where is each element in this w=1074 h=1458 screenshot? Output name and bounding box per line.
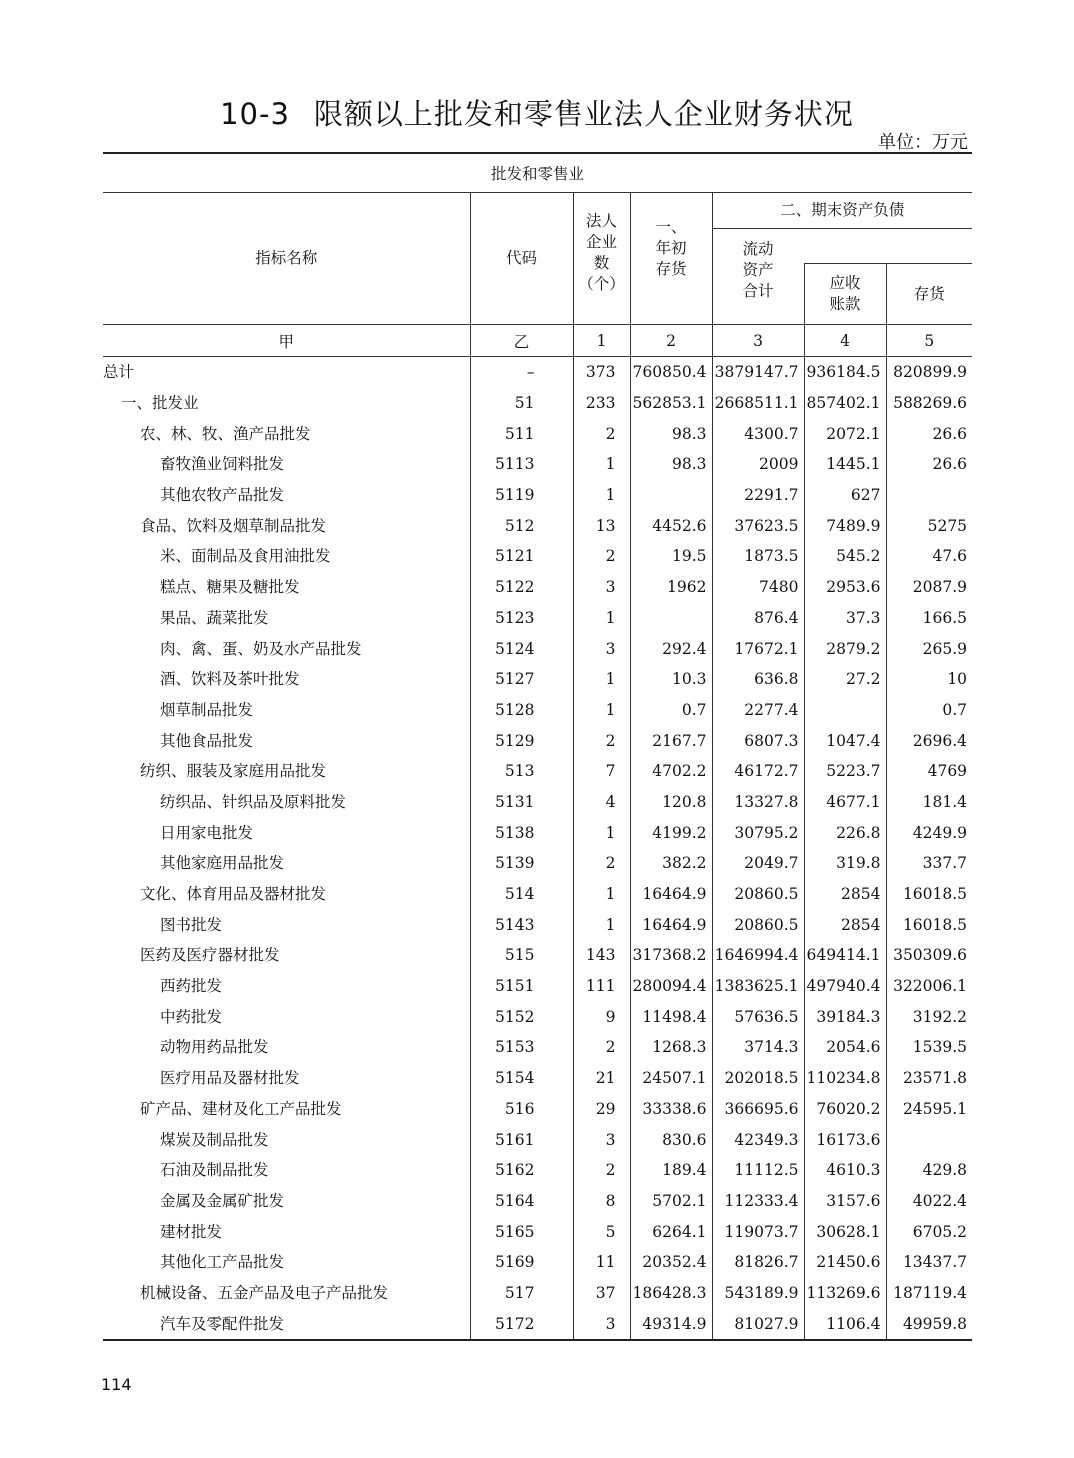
cell-code: 5124 bbox=[470, 633, 573, 664]
cell-v3: 20860.5 bbox=[712, 879, 804, 910]
cell-v2: 562853.1 bbox=[630, 388, 712, 419]
cell-code: 512 bbox=[470, 510, 573, 541]
table-number: 10-3 bbox=[220, 97, 290, 131]
cell-v3: 1383625.1 bbox=[712, 971, 804, 1002]
cell-count: 1 bbox=[573, 664, 630, 695]
cell-v4: 39184.3 bbox=[804, 1001, 886, 1032]
cell-v5: 24595.1 bbox=[886, 1094, 972, 1125]
cell-v4: 2953.6 bbox=[804, 572, 886, 603]
row-label: 图书批发 bbox=[160, 915, 223, 934]
cell-code: 5143 bbox=[470, 909, 573, 940]
cell-code: 5139 bbox=[470, 848, 573, 879]
cell-v2 bbox=[630, 480, 712, 511]
cell-count: 3 bbox=[573, 633, 630, 664]
cell-v4: 5223.7 bbox=[804, 756, 886, 787]
table-row bbox=[103, 756, 972, 787]
table-row bbox=[103, 1247, 972, 1278]
row-label: 动物用药品批发 bbox=[160, 1038, 269, 1057]
cell-v2: 280094.4 bbox=[630, 971, 712, 1002]
cell-v4: 16173.6 bbox=[804, 1124, 886, 1155]
colnum-0: 甲 bbox=[103, 325, 470, 357]
cell-count: 2 bbox=[573, 541, 630, 572]
header-subgroup-spacer bbox=[804, 229, 972, 264]
table-row bbox=[103, 1155, 972, 1186]
cell-count: 2 bbox=[573, 1155, 630, 1186]
cell-v4: 2072.1 bbox=[804, 418, 886, 449]
header-current-assets bbox=[712, 229, 804, 325]
cell-v4: 27.2 bbox=[804, 664, 886, 695]
cell-code: 5127 bbox=[470, 664, 573, 695]
cell-v5: 26.6 bbox=[886, 418, 972, 449]
cell-count: 3 bbox=[573, 1308, 630, 1340]
table-row bbox=[103, 449, 972, 480]
cell-code: – bbox=[470, 357, 573, 388]
cell-v5: 4769 bbox=[886, 756, 972, 787]
cell-v2 bbox=[630, 603, 712, 634]
cell-v2: 189.4 bbox=[630, 1155, 712, 1186]
cell-v4: 3157.6 bbox=[804, 1186, 886, 1217]
cell-v3: 2277.4 bbox=[712, 695, 804, 726]
cell-v5: 322006.1 bbox=[886, 971, 972, 1002]
cell-count: 3 bbox=[573, 1124, 630, 1155]
row-label: 西药批发 bbox=[160, 977, 223, 996]
cell-v3: 17672.1 bbox=[712, 633, 804, 664]
header-balance-group: 二、期末资产负债 bbox=[712, 193, 972, 229]
cell-v2: 6264.1 bbox=[630, 1216, 712, 1247]
cell-v2: 10.3 bbox=[630, 664, 712, 695]
cell-count: 143 bbox=[573, 940, 630, 971]
table-row bbox=[103, 1032, 972, 1063]
table-row bbox=[103, 1216, 972, 1247]
cell-v4: 1047.4 bbox=[804, 725, 886, 756]
cell-code: 5152 bbox=[470, 1001, 573, 1032]
cell-v5: 429.8 bbox=[886, 1155, 972, 1186]
cell-count: 3 bbox=[573, 572, 630, 603]
table-row bbox=[103, 1124, 972, 1155]
table-row bbox=[103, 1001, 972, 1032]
header-receivables-text: 应收 账款 bbox=[829, 274, 861, 313]
row-label: 日用家电批发 bbox=[160, 823, 254, 842]
cell-v5: 16018.5 bbox=[886, 879, 972, 910]
header-receivables bbox=[804, 264, 886, 325]
table-row bbox=[103, 1308, 972, 1340]
cell-v2: 11498.4 bbox=[630, 1001, 712, 1032]
cell-v5 bbox=[886, 1124, 972, 1155]
row-label: 其他化工产品批发 bbox=[160, 1253, 285, 1272]
unit-label: 单位：万元 bbox=[878, 132, 968, 153]
cell-count: 2 bbox=[573, 725, 630, 756]
cell-v4: 76020.2 bbox=[804, 1094, 886, 1125]
colnum-4: 3 bbox=[712, 325, 804, 357]
cell-code: 5162 bbox=[470, 1155, 573, 1186]
cell-v4: 37.3 bbox=[804, 603, 886, 634]
cell-v2: 24507.1 bbox=[630, 1063, 712, 1094]
table-row bbox=[103, 633, 972, 664]
cell-code: 516 bbox=[470, 1094, 573, 1125]
table-row bbox=[103, 664, 972, 695]
cell-code: 5169 bbox=[470, 1247, 573, 1278]
cell-count: 2 bbox=[573, 848, 630, 879]
cell-count: 4 bbox=[573, 787, 630, 818]
cell-code: 5122 bbox=[470, 572, 573, 603]
cell-code: 5172 bbox=[470, 1308, 573, 1340]
cell-v4: 1106.4 bbox=[804, 1308, 886, 1340]
table-row bbox=[103, 480, 972, 511]
cell-v3: 543189.9 bbox=[712, 1278, 804, 1309]
table-row bbox=[103, 817, 972, 848]
cell-v3: 46172.7 bbox=[712, 756, 804, 787]
cell-v3: 2291.7 bbox=[712, 480, 804, 511]
cell-v5: 350309.6 bbox=[886, 940, 972, 971]
table-row bbox=[103, 357, 972, 388]
cell-v3: 3714.3 bbox=[712, 1032, 804, 1063]
cell-v2: 186428.3 bbox=[630, 1278, 712, 1309]
row-label: 食品、饮料及烟草制品批发 bbox=[140, 516, 327, 535]
table-row bbox=[103, 695, 972, 726]
cell-v2: 292.4 bbox=[630, 633, 712, 664]
cell-v2: 382.2 bbox=[630, 848, 712, 879]
row-label: 煤炭及制品批发 bbox=[160, 1130, 269, 1149]
cell-v3: 2049.7 bbox=[712, 848, 804, 879]
row-label: 医疗用品及器材批发 bbox=[160, 1069, 300, 1088]
table-row bbox=[103, 879, 972, 910]
cell-v4: 545.2 bbox=[804, 541, 886, 572]
table-row bbox=[103, 940, 972, 971]
page-title bbox=[0, 92, 1074, 133]
table-row bbox=[103, 725, 972, 756]
table-row bbox=[103, 787, 972, 818]
table-row bbox=[103, 1186, 972, 1217]
cell-code: 513 bbox=[470, 756, 573, 787]
cell-v5: 23571.8 bbox=[886, 1063, 972, 1094]
table-row bbox=[103, 510, 972, 541]
cell-v5: 47.6 bbox=[886, 541, 972, 572]
cell-code: 5154 bbox=[470, 1063, 573, 1094]
cell-v2: 830.6 bbox=[630, 1124, 712, 1155]
cell-v3: 11112.5 bbox=[712, 1155, 804, 1186]
cell-v4: 30628.1 bbox=[804, 1216, 886, 1247]
row-label: 石油及制品批发 bbox=[160, 1161, 269, 1180]
cell-count: 1 bbox=[573, 909, 630, 940]
row-label: 机械设备、五金产品及电子产品批发 bbox=[140, 1283, 389, 1302]
cell-v2: 4702.2 bbox=[630, 756, 712, 787]
cell-code: 5164 bbox=[470, 1186, 573, 1217]
cell-v2: 98.3 bbox=[630, 449, 712, 480]
row-label: 纺织、服装及家庭用品批发 bbox=[140, 762, 327, 781]
cell-v3: 57636.5 bbox=[712, 1001, 804, 1032]
row-label: 果品、蔬菜批发 bbox=[160, 608, 269, 627]
cell-v4: 2854 bbox=[804, 909, 886, 940]
cell-v3: 876.4 bbox=[712, 603, 804, 634]
cell-v3: 7480 bbox=[712, 572, 804, 603]
header-inventory: 存货 bbox=[886, 264, 972, 325]
row-label: 其他食品批发 bbox=[160, 731, 254, 750]
colnum-1: 乙 bbox=[470, 325, 573, 357]
row-label: 一、批发业 bbox=[121, 394, 199, 413]
cell-v2: 4199.2 bbox=[630, 817, 712, 848]
cell-v2: 98.3 bbox=[630, 418, 712, 449]
cell-code: 517 bbox=[470, 1278, 573, 1309]
financial-table bbox=[103, 152, 972, 1341]
row-label: 汽车及零配件批发 bbox=[103, 1308, 470, 1340]
cell-count: 11 bbox=[573, 1247, 630, 1278]
colnum-2: 1 bbox=[573, 325, 630, 357]
cell-count: 7 bbox=[573, 756, 630, 787]
cell-count: 8 bbox=[573, 1186, 630, 1217]
cell-count: 1 bbox=[573, 480, 630, 511]
table-row bbox=[103, 1278, 972, 1309]
cell-v2: 19.5 bbox=[630, 541, 712, 572]
group-header: 批发和零售业 bbox=[103, 153, 972, 193]
row-label: 米、面制品及食用油批发 bbox=[160, 547, 331, 566]
header-count-text: 法人 企业 数 （个） bbox=[578, 211, 625, 293]
cell-v5: 5275 bbox=[886, 510, 972, 541]
cell-v5: 16018.5 bbox=[886, 909, 972, 940]
cell-v4: 4677.1 bbox=[804, 787, 886, 818]
cell-v3: 202018.5 bbox=[712, 1063, 804, 1094]
row-label: 糕点、糖果及糖批发 bbox=[160, 578, 300, 597]
cell-count: 13 bbox=[573, 510, 630, 541]
cell-v2: 0.7 bbox=[630, 695, 712, 726]
cell-v4: 4610.3 bbox=[804, 1155, 886, 1186]
cell-code: 5121 bbox=[470, 541, 573, 572]
cell-v3: 4300.7 bbox=[712, 418, 804, 449]
row-label: 纺织品、针织品及原料批发 bbox=[160, 792, 347, 811]
cell-code: 5161 bbox=[470, 1124, 573, 1155]
table-row bbox=[103, 418, 972, 449]
cell-count: 1 bbox=[573, 817, 630, 848]
cell-v3: 2668511.1 bbox=[712, 388, 804, 419]
cell-v2: 49314.9 bbox=[630, 1308, 712, 1340]
header-inventory-begin-text: 一、 年初 存货 bbox=[655, 218, 687, 278]
cell-count: 2 bbox=[573, 1032, 630, 1063]
cell-count: 9 bbox=[573, 1001, 630, 1032]
cell-v3: 37623.5 bbox=[712, 510, 804, 541]
cell-code: 5119 bbox=[470, 480, 573, 511]
row-label: 农、林、牧、渔产品批发 bbox=[140, 424, 311, 443]
row-label: 其他农牧产品批发 bbox=[160, 486, 285, 505]
cell-v2: 760850.4 bbox=[630, 357, 712, 388]
cell-v3: 20860.5 bbox=[712, 909, 804, 940]
cell-v4: 319.8 bbox=[804, 848, 886, 879]
table-row bbox=[103, 1094, 972, 1125]
table-body bbox=[103, 357, 972, 1341]
colnum-6: 5 bbox=[886, 325, 972, 357]
cell-v5: 588269.6 bbox=[886, 388, 972, 419]
row-label: 文化、体育用品及器材批发 bbox=[140, 885, 327, 904]
cell-code: 515 bbox=[470, 940, 573, 971]
cell-v5: 187119.4 bbox=[886, 1278, 972, 1309]
row-label: 中药批发 bbox=[160, 1007, 223, 1026]
cell-v3: 42349.3 bbox=[712, 1124, 804, 1155]
cell-v5: 181.4 bbox=[886, 787, 972, 818]
cell-count: 2 bbox=[573, 418, 630, 449]
cell-code: 5113 bbox=[470, 449, 573, 480]
page-number: 114 bbox=[101, 1375, 132, 1394]
cell-code: 514 bbox=[470, 879, 573, 910]
cell-code: 5123 bbox=[470, 603, 573, 634]
cell-code: 5138 bbox=[470, 817, 573, 848]
row-label: 肉、禽、蛋、奶及水产品批发 bbox=[160, 639, 362, 658]
cell-v2: 5702.1 bbox=[630, 1186, 712, 1217]
table-row bbox=[103, 572, 972, 603]
cell-code: 511 bbox=[470, 418, 573, 449]
cell-v3: 6807.3 bbox=[712, 725, 804, 756]
cell-v4: 857402.1 bbox=[804, 388, 886, 419]
row-label: 金属及金属矿批发 bbox=[160, 1191, 285, 1210]
cell-v5: 2087.9 bbox=[886, 572, 972, 603]
cell-count: 373 bbox=[573, 357, 630, 388]
cell-v4: 21450.6 bbox=[804, 1247, 886, 1278]
cell-v5: 3192.2 bbox=[886, 1001, 972, 1032]
cell-count: 1 bbox=[573, 879, 630, 910]
cell-v3: 3879147.7 bbox=[712, 357, 804, 388]
cell-v4: 936184.5 bbox=[804, 357, 886, 388]
table-row bbox=[103, 909, 972, 940]
cell-v4: 497940.4 bbox=[804, 971, 886, 1002]
cell-v2: 1268.3 bbox=[630, 1032, 712, 1063]
cell-code: 5165 bbox=[470, 1216, 573, 1247]
cell-count: 5 bbox=[573, 1216, 630, 1247]
cell-count: 29 bbox=[573, 1094, 630, 1125]
cell-code: 5153 bbox=[470, 1032, 573, 1063]
cell-count: 1 bbox=[573, 695, 630, 726]
column-number-row bbox=[103, 325, 972, 357]
cell-count: 1 bbox=[573, 603, 630, 634]
cell-v2: 120.8 bbox=[630, 787, 712, 818]
cell-v3: 636.8 bbox=[712, 664, 804, 695]
header-count bbox=[573, 193, 630, 325]
table-row bbox=[103, 848, 972, 879]
cell-v4: 226.8 bbox=[804, 817, 886, 848]
cell-v2: 16464.9 bbox=[630, 879, 712, 910]
cell-v3: 81027.9 bbox=[712, 1308, 804, 1340]
cell-code: 5129 bbox=[470, 725, 573, 756]
cell-v3: 2009 bbox=[712, 449, 804, 480]
cell-count: 1 bbox=[573, 449, 630, 480]
colnum-5: 4 bbox=[804, 325, 886, 357]
cell-v5: 6705.2 bbox=[886, 1216, 972, 1247]
cell-v4: 113269.6 bbox=[804, 1278, 886, 1309]
header-name: 指标名称 bbox=[103, 193, 470, 325]
cell-code: 5151 bbox=[470, 971, 573, 1002]
cell-v2: 317368.2 bbox=[630, 940, 712, 971]
header-inventory-begin bbox=[630, 193, 712, 325]
cell-v5: 4249.9 bbox=[886, 817, 972, 848]
cell-count: 111 bbox=[573, 971, 630, 1002]
cell-v4: 627 bbox=[804, 480, 886, 511]
cell-v4: 649414.1 bbox=[804, 940, 886, 971]
cell-v5: 265.9 bbox=[886, 633, 972, 664]
row-label: 矿产品、建材及化工产品批发 bbox=[140, 1099, 342, 1118]
cell-v3: 30795.2 bbox=[712, 817, 804, 848]
table-row bbox=[103, 603, 972, 634]
cell-v3: 81826.7 bbox=[712, 1247, 804, 1278]
cell-code: 5128 bbox=[470, 695, 573, 726]
cell-count: 233 bbox=[573, 388, 630, 419]
cell-v2: 16464.9 bbox=[630, 909, 712, 940]
table-row bbox=[103, 388, 972, 419]
table-row bbox=[103, 541, 972, 572]
row-label: 畜牧渔业饲料批发 bbox=[160, 455, 285, 474]
cell-v5: 10 bbox=[886, 664, 972, 695]
cell-v5: 4022.4 bbox=[886, 1186, 972, 1217]
cell-v2: 33338.6 bbox=[630, 1094, 712, 1125]
cell-v4: 2054.6 bbox=[804, 1032, 886, 1063]
cell-v4: 7489.9 bbox=[804, 510, 886, 541]
row-label: 其他家庭用品批发 bbox=[160, 854, 285, 873]
cell-code: 51 bbox=[470, 388, 573, 419]
cell-v3: 1646994.4 bbox=[712, 940, 804, 971]
row-label: 医药及医疗器材批发 bbox=[140, 946, 280, 965]
cell-v2: 4452.6 bbox=[630, 510, 712, 541]
cell-v4 bbox=[804, 695, 886, 726]
cell-v5: 820899.9 bbox=[886, 357, 972, 388]
cell-v5: 2696.4 bbox=[886, 725, 972, 756]
row-label: 建材批发 bbox=[160, 1222, 223, 1241]
cell-v4: 2879.2 bbox=[804, 633, 886, 664]
table-row bbox=[103, 1063, 972, 1094]
cell-v5 bbox=[886, 480, 972, 511]
cell-v3: 112333.4 bbox=[712, 1186, 804, 1217]
header-code: 代码 bbox=[470, 193, 573, 325]
cell-v5: 166.5 bbox=[886, 603, 972, 634]
cell-count: 37 bbox=[573, 1278, 630, 1309]
cell-v4: 2854 bbox=[804, 879, 886, 910]
table-title: 限额以上批发和零售业法人企业财务状况 bbox=[313, 97, 854, 131]
cell-v3: 366695.6 bbox=[712, 1094, 804, 1125]
cell-v5: 337.7 bbox=[886, 848, 972, 879]
row-label: 烟草制品批发 bbox=[160, 700, 254, 719]
cell-v5: 49959.8 bbox=[886, 1308, 972, 1340]
table-row bbox=[103, 971, 972, 1002]
cell-v5: 0.7 bbox=[886, 695, 972, 726]
cell-v4: 110234.8 bbox=[804, 1063, 886, 1094]
cell-v5: 1539.5 bbox=[886, 1032, 972, 1063]
cell-count: 21 bbox=[573, 1063, 630, 1094]
cell-v2: 20352.4 bbox=[630, 1247, 712, 1278]
header-current-assets-text: 流动 资产 合计 bbox=[742, 240, 774, 300]
cell-v3: 119073.7 bbox=[712, 1216, 804, 1247]
colnum-3: 2 bbox=[630, 325, 712, 357]
cell-v5: 26.6 bbox=[886, 449, 972, 480]
cell-v3: 13327.8 bbox=[712, 787, 804, 818]
cell-code: 5131 bbox=[470, 787, 573, 818]
cell-v2: 2167.7 bbox=[630, 725, 712, 756]
row-label: 总计 bbox=[103, 363, 135, 382]
cell-v5: 13437.7 bbox=[886, 1247, 972, 1278]
cell-v2: 1962 bbox=[630, 572, 712, 603]
row-label: 酒、饮料及茶叶批发 bbox=[160, 670, 300, 689]
cell-v4: 1445.1 bbox=[804, 449, 886, 480]
cell-v3: 1873.5 bbox=[712, 541, 804, 572]
